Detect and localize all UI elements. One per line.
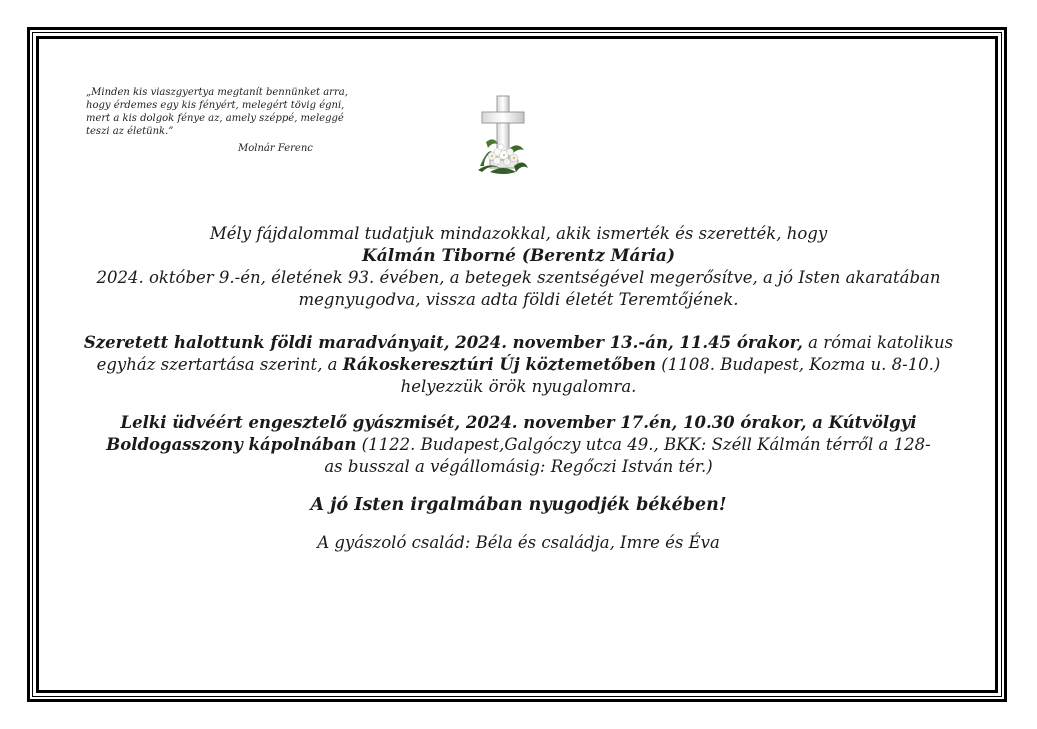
mass-paragraph [60, 412, 977, 478]
deceased-name: Kálmán Tiborné (Berentz Mária) [361, 246, 675, 266]
quote-author: Molnár Ferenc [238, 143, 313, 154]
mass-directions: as busszal a végállomásig: Regőczi István tér.) [324, 457, 713, 476]
intro-text: Mély fájdalommal tudatjuk mindazokkal, akik ismerték és szerették, hogy [209, 224, 828, 243]
burial-text: a római katolikus [802, 333, 954, 352]
burial-date-text: Szeretett halottunk földi maradványait, 2024. november 13.-án, 11.45 órakor, [83, 333, 803, 352]
announcement-body [60, 223, 977, 554]
family-signature: A gyászoló család: Béla és családja, Imre és Éva [317, 533, 720, 552]
cemetery-name: Rákoskeresztúri Új köztemetőben [342, 355, 657, 374]
chapel-address: (1122. Budapest,Galgóczy utca 49., BKK: Széll Kálmán térről a 128- [356, 435, 931, 454]
quote-line: „Minden kis viaszgyertya megtanít bennünket arra, [86, 87, 348, 98]
mass-date-text: Lelki üdvéért engesztelő gyászmisét, 2024. november 17.én, 10.30 órakor, a Kútvölgyi [120, 413, 917, 432]
burial-text: egyház szertartása szerint, a [96, 355, 343, 374]
burial-text: helyezzük örök nyugalomra. [400, 377, 637, 396]
quote-line: hogy érdemes egy kis fényért, melegért tövig égni, [86, 100, 345, 111]
quote-line: teszi az életünk.” [86, 126, 174, 137]
blessing-text: A jó Isten irgalmában nyugodjék békében! [310, 495, 727, 515]
death-line: 2024. október 9.-én, életének 93. évében, a betegek szentségével megerősítve, a jó Isten akaratában [96, 268, 941, 287]
cross-with-flowers-icon [470, 92, 536, 176]
quote-line: mert a kis dolgok fénye az, amely széppé, meleggé [86, 113, 344, 124]
chapel-name: Boldogasszony kápolnában [106, 435, 357, 454]
death-line: megnyugodva, vissza adta földi életét Teremtőjének. [298, 290, 739, 309]
cemetery-address: (1108. Budapest, Kozma u. 8-10.) [656, 355, 941, 374]
quote-block [86, 86, 386, 155]
burial-paragraph [60, 332, 977, 398]
